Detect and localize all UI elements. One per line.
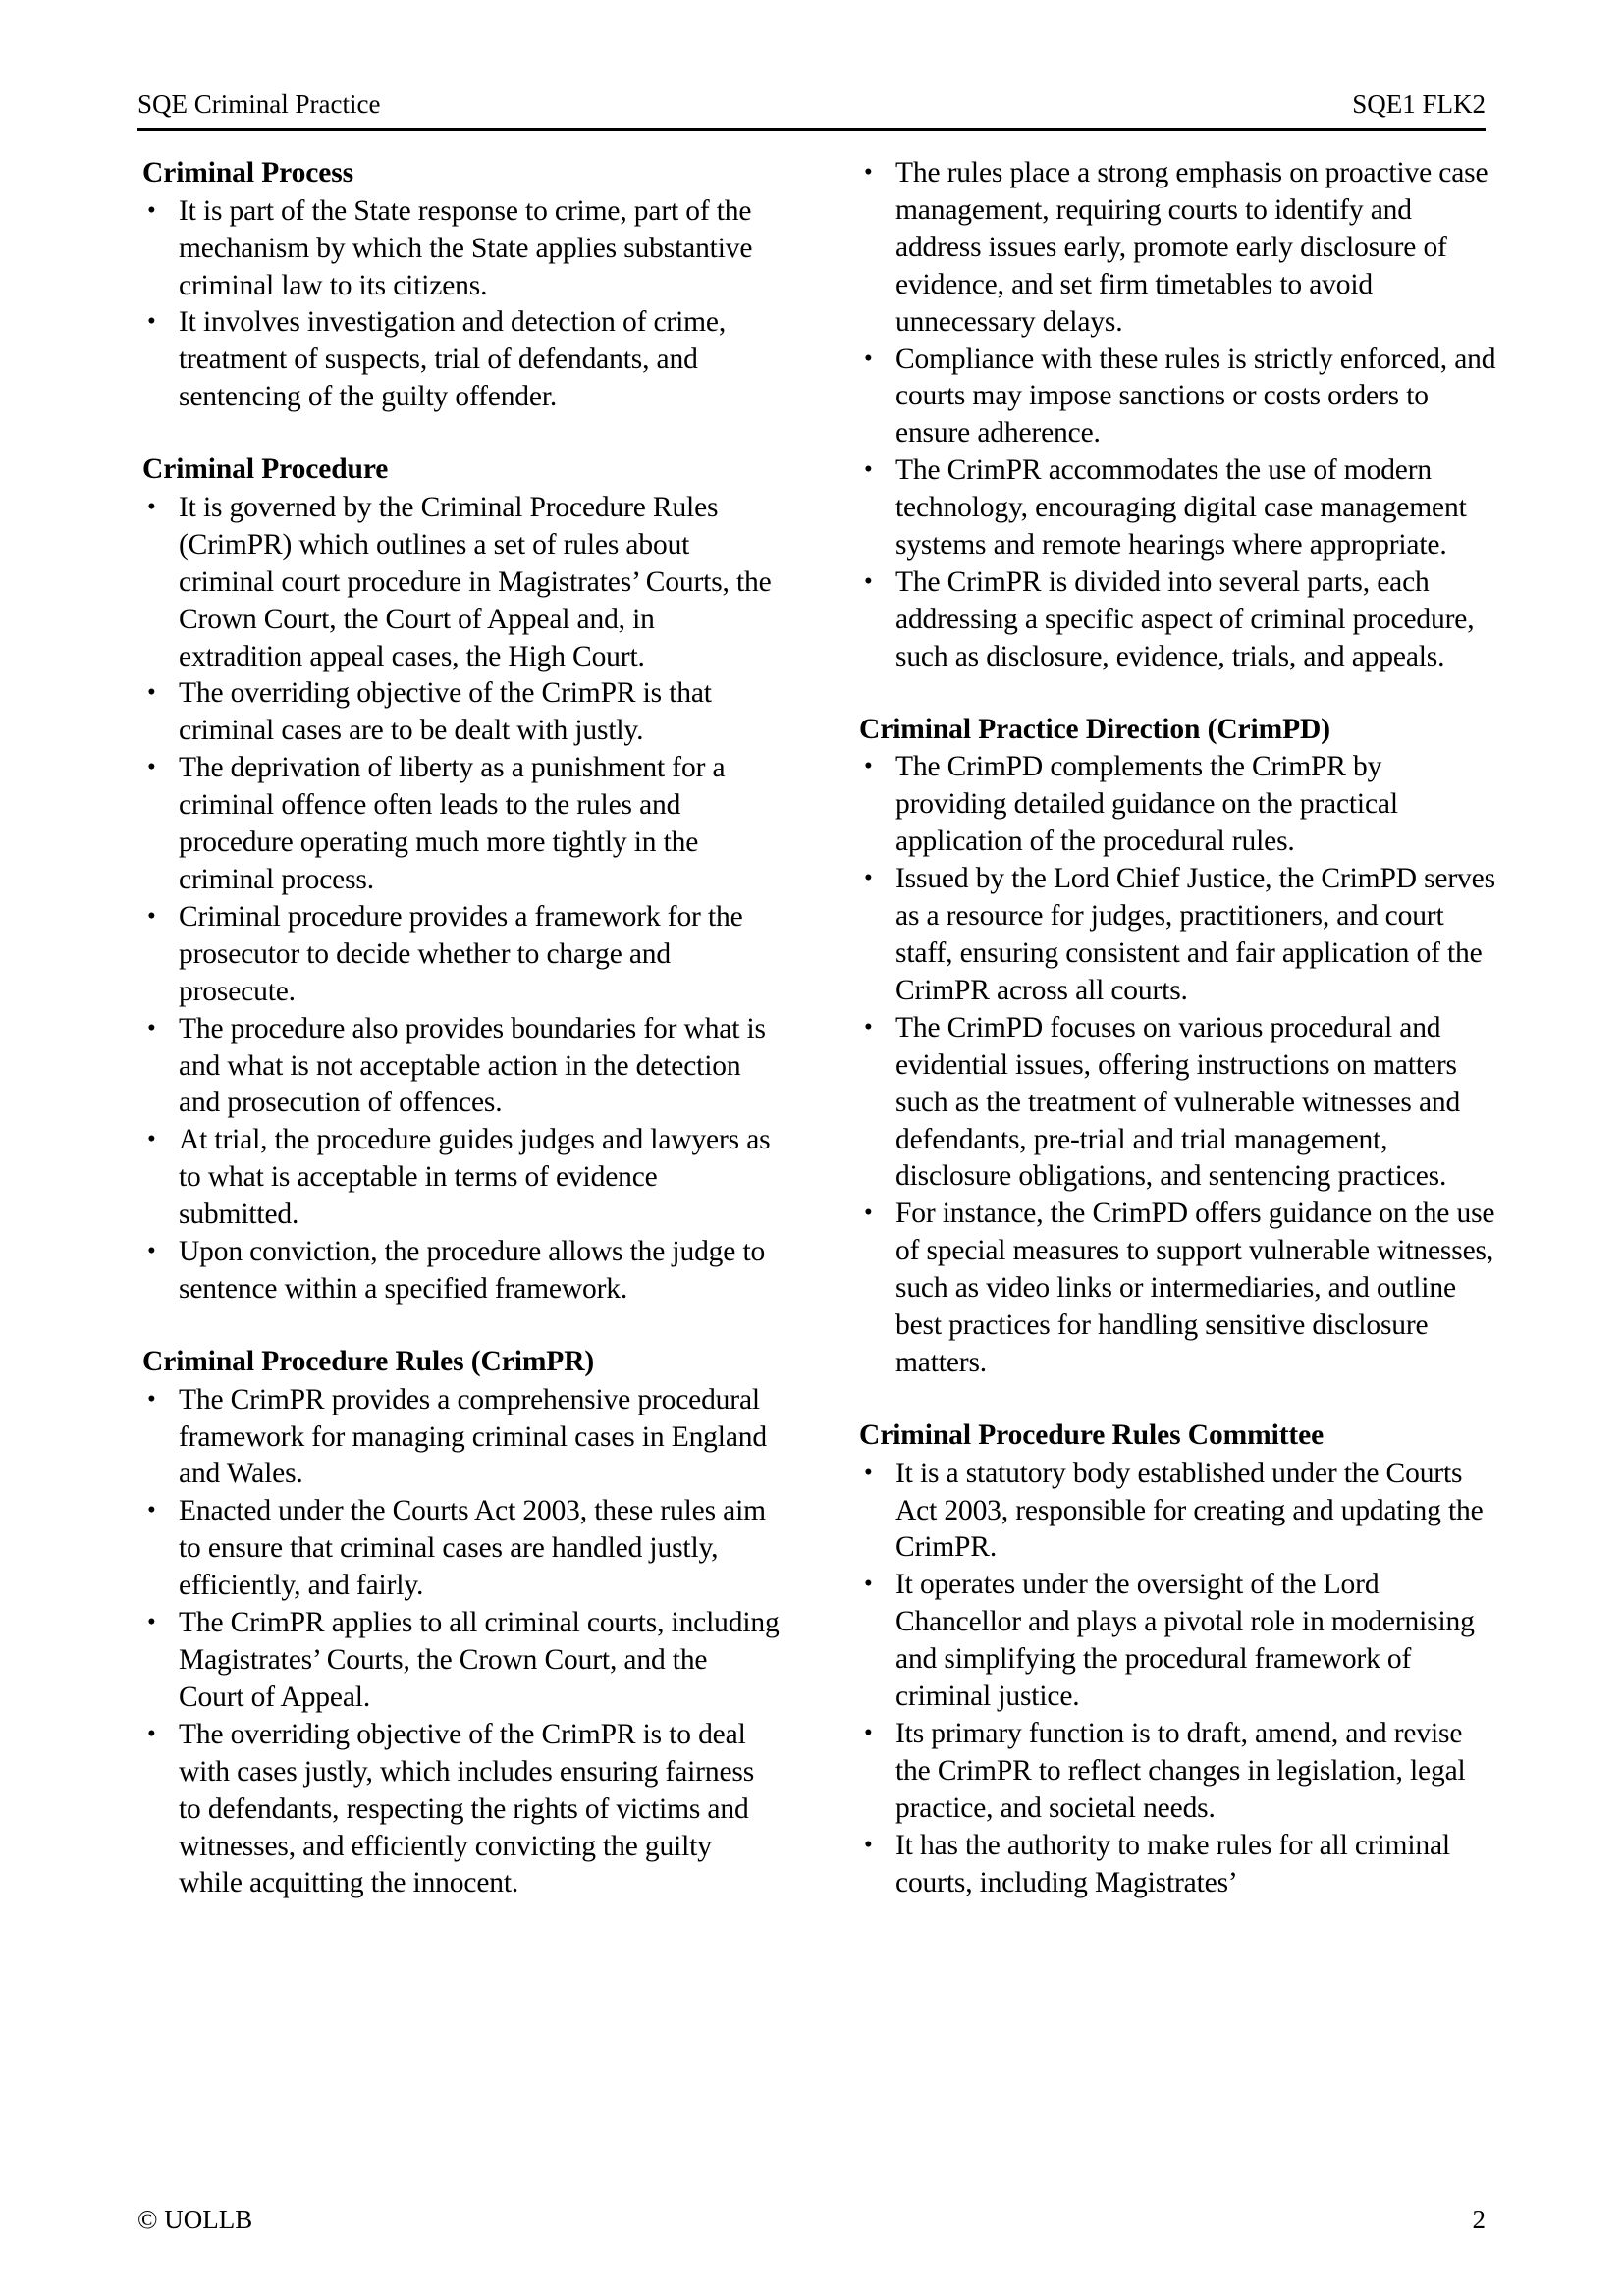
bullet-text: The overriding objective of the CrimPR is that criminal cases are to be dealt with justly.: [179, 677, 712, 747]
section-criminal-process: [137, 155, 780, 416]
bullet-item: [137, 193, 780, 305]
bullet-item: [854, 749, 1496, 861]
bullet-point-icon: •: [864, 1571, 873, 1598]
bullet-point-icon: •: [147, 754, 156, 781]
bullet-point-icon: •: [864, 567, 873, 595]
bullet-point-icon: •: [864, 345, 873, 372]
bullet-text: The rules place a strong emphasis on proactive case management, requiring courts to identify and address issues early, promote early disclosure of evidence, and set firm timetables to avoid unnecessary delays.: [895, 157, 1488, 338]
bullet-item: [137, 1605, 780, 1717]
bullet-text: The procedure also provides boundaries for what is and what is not acceptable action in the detection and prosecution of offences.: [179, 1012, 766, 1119]
bullet-point-icon: •: [864, 1013, 873, 1041]
section-heading: Criminal Procedure Rules (CrimPR): [142, 1345, 595, 1377]
page-number: 2: [1472, 2205, 1486, 2235]
section-heading: Criminal Process: [142, 157, 353, 188]
bullet-point-icon: •: [864, 753, 873, 780]
bullet-item: [137, 1717, 780, 1903]
bullet-point-icon: •: [147, 196, 156, 224]
bullet-item: [854, 453, 1496, 564]
bullet-item: [137, 1122, 780, 1234]
section-criminal-procedure: [137, 452, 780, 1308]
section-continued: [854, 155, 1496, 676]
bullet-item: [854, 1716, 1496, 1828]
column-right: [854, 155, 1496, 1902]
bullet-point-icon: •: [147, 1014, 156, 1041]
bullet-point-icon: •: [864, 1459, 873, 1486]
header-title-right: SQE1 FLK2: [1352, 89, 1486, 119]
bullet-item: [854, 155, 1496, 342]
bullet-text: The deprivation of liberty as a punishment for a criminal offence often leads to the rules and procedure operating much more tightly in the criminal process.: [179, 752, 726, 895]
bullet-item: [854, 342, 1496, 454]
bullet-text: Issued by the Lord Chief Justice, the CrimPD serves as a resource for judges, practitioners, and court staff, ensuring consistent and fair application of the CrimPR across all courts.: [895, 863, 1495, 1006]
bullet-text: For instance, the CrimPD offers guidance on the use of special measures to support vulnerable witnesses, such as video links or intermediaries, and outline best practices for handling sensitive disclosure matters.: [895, 1198, 1495, 1378]
bullet-point-icon: •: [147, 1385, 156, 1413]
bullet-item: [854, 861, 1496, 1010]
two-column-body: [137, 155, 1496, 1902]
section-criminal-practice-direction-crimpd: [854, 712, 1496, 1382]
bullet-item: [137, 1011, 780, 1123]
bullet-item: [854, 1456, 1496, 1568]
bullet-text: It operates under the oversight of the Lord Chancellor and plays a pivotal role in modernising and simplifying the procedural framework of criminal justice.: [895, 1569, 1475, 1713]
running-footer: [137, 2206, 1486, 2235]
bullet-text: Enacted under the Courts Act 2003, these rules aim to ensure that criminal cases are handled justly, efficiently, and fairly.: [179, 1495, 766, 1602]
bullet-list: [137, 1382, 780, 1903]
bullet-point-icon: •: [147, 1609, 156, 1636]
bullet-list: [137, 193, 780, 416]
bullet-text: The CrimPR provides a comprehensive procedural framework for managing criminal cases in England and Wales.: [179, 1383, 767, 1490]
bullet-text: It is part of the State response to crime, part of the mechanism by which the State applies substantive criminal law to its citizens.: [179, 194, 753, 301]
bullet-text: The CrimPR accommodates the use of modern technology, encouraging digital case management systems and remote hearings where appropriate.: [895, 454, 1467, 561]
bullet-text: The CrimPR applies to all criminal courts, including Magistrates’ Courts, the Crown Court, and the Court of Appeal.: [179, 1607, 780, 1713]
bullet-item: [137, 1234, 780, 1308]
bullet-text: Upon conviction, the procedure allows the judge to sentence within a specified framework.: [179, 1236, 766, 1305]
section-heading: Criminal Practice Direction (CrimPD): [859, 713, 1330, 745]
section-criminal-procedure-rules-crimpr: [137, 1344, 780, 1902]
bullet-point-icon: •: [147, 1497, 156, 1524]
column-left: [137, 155, 780, 1902]
bullet-item: [854, 1828, 1496, 1902]
bullet-point-icon: •: [864, 159, 873, 186]
bullet-text: The CrimPD focuses on various procedural and evidential issues, offering instructions on matters such as the treatment of vulnerable witnesses and defendants, pre-trial and trial management, disclosure obligations, and sentencing practices.: [895, 1011, 1461, 1193]
bullet-item: [137, 1382, 780, 1494]
bullet-item: [137, 1493, 780, 1605]
bullet-item: [137, 899, 780, 1011]
bullet-list: [854, 749, 1496, 1381]
bullet-item: [854, 564, 1496, 676]
bullet-item: [137, 490, 780, 676]
bullet-item: [137, 675, 780, 750]
bullet-list: [137, 490, 780, 1308]
bullet-point-icon: •: [147, 902, 156, 930]
bullet-point-icon: •: [147, 1238, 156, 1265]
bullet-point-icon: •: [147, 493, 156, 520]
bullet-point-icon: •: [864, 865, 873, 892]
bullet-point-icon: •: [147, 308, 156, 336]
bullet-point-icon: •: [864, 456, 873, 484]
bullet-item: [854, 1010, 1496, 1197]
section-heading: Criminal Procedure Rules Committee: [859, 1418, 1325, 1451]
bullet-text: The CrimPD complements the CrimPR by providing detailed guidance on the practical application of the procedural rules.: [895, 751, 1398, 858]
bullet-item: [854, 1196, 1496, 1382]
bullet-text: At trial, the procedure guides judges and lawyers as to what is acceptable in terms of evidence submitted.: [179, 1124, 771, 1231]
section-heading: Criminal Procedure: [142, 454, 389, 486]
bullet-text: It involves investigation and detection of crime, treatment of suspects, trial of defendants, and sentencing of the guilty offender.: [179, 306, 727, 413]
bullet-item: [137, 750, 780, 899]
bullet-point-icon: •: [864, 1831, 873, 1858]
bullet-item: [854, 1567, 1496, 1716]
bullet-text: It is a statutory body established under the Courts Act 2003, responsible for creating and updating the CrimPR.: [895, 1457, 1484, 1564]
bullet-point-icon: •: [147, 1126, 156, 1153]
bullet-text: It is governed by the Criminal Procedure Rules (CrimPR) which outlines a set of rules about criminal court procedure in Magistrates’ Courts, the Crown Court, the Court of Appeal and, in extradition appeal cases, the High Court.: [179, 491, 772, 672]
bullet-point-icon: •: [147, 1720, 156, 1747]
bullet-text: Its primary function is to draft, amend, and revise the CrimPR to reflect changes in legislation, legal practice, and societal needs.: [895, 1717, 1466, 1824]
bullet-text: Criminal procedure provides a framework for the prosecutor to decide whether to charge and prosecute.: [179, 900, 743, 1007]
section-criminal-procedure-rules-committee: [854, 1417, 1496, 1902]
bullet-point-icon: •: [147, 679, 156, 707]
bullet-text: The overriding objective of the CrimPR is to deal with cases justly, which includes ensuring fairness to defendants, respecting the rights of victims and witnesses, and efficiently convicting the guilty while acquitting the innocent.: [179, 1718, 755, 1899]
bullet-list: [854, 1456, 1496, 1902]
bullet-text: The CrimPR is divided into several parts, each addressing a specific aspect of criminal procedure, such as disclosure, evidence, trials, and appeals.: [895, 565, 1475, 672]
bullet-point-icon: •: [864, 1200, 873, 1227]
header-title-left: SQE Criminal Practice: [137, 89, 381, 119]
bullet-text: Compliance with these rules is strictly enforced, and courts may impose sanctions or costs orders to ensure adherence.: [895, 343, 1496, 450]
copyright-notice: © UOLLB: [137, 2205, 253, 2235]
bullet-list: [854, 155, 1496, 676]
bullet-item: [137, 304, 780, 416]
running-header: [137, 90, 1486, 120]
header-divider: [137, 128, 1486, 131]
bullet-point-icon: •: [864, 1719, 873, 1746]
bullet-text: It has the authority to make rules for all criminal courts, including Magistrates’: [895, 1829, 1450, 1898]
